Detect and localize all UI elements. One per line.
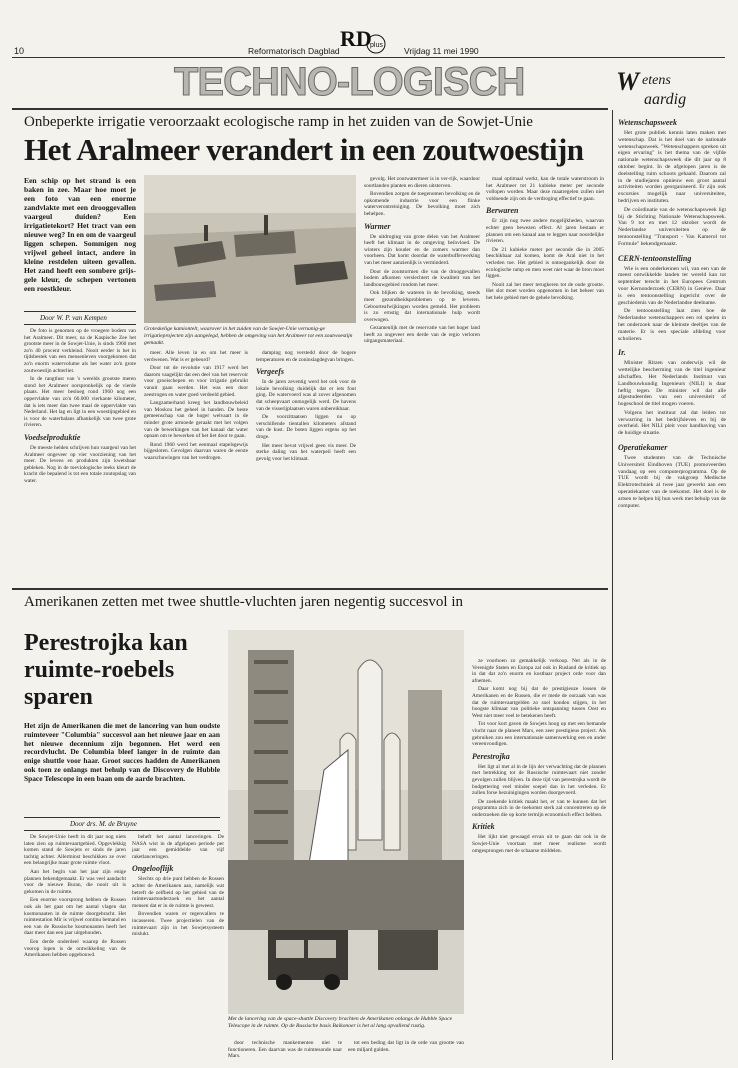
page-number: 10 — [14, 46, 25, 56]
article2-subhead-2: Perestrojka — [472, 751, 510, 761]
svg-text:aardig: aardig — [644, 91, 687, 108]
wetenswaardig-logo — [614, 66, 726, 110]
section-title: TECHNO-LOGISCH — [174, 60, 525, 104]
article1-column-1: De foto is genomen op de vroegere bodem van het Aralmeer. Dit meer, na de Kaspische Zee het grootste meer in de Sowjet-Unie, is sinds 1960 met zo'n 40 procent verkleind. Nooit eerder is het in tijdsbestek van een mensenleven voorgekomen dat zo'n enorm watervolume als het water zo'n grote zoutwoestijn achterliet. In de rangtlust van 's werelds grootste meren stond het Aralmeer oorspronkelijk op de vierde plaats. Het meer besloeg rond 1960 nog een oppervlakte van zo'n 66.000 vierkante kilometer, dat is iets meer dan twee maal de oppervlakte van Nederland. Het lag en ligt in een woestijngebied en is voor de waterbalans afhankelijk van twee grote rivieren. Voedselproduktie De meeste helden schrijven hun vaargeul van het Aralmeer ongeveer op vier voorziening van het meer. De levens en produkten zijn kwetsbaar gebleken. Nog in de toeviologische reeks kleurt de kracht die bepalend is tot een totale zoutopslag van water. — [24, 328, 136, 484]
article1-column-5: maal optimaal werkt, kan de totale waterstroom in het Aralmeer tot 21 kubieke meter per seconde vollopen worden. Maar deze maatregelen zullen niet voldoende zijn om de verdroging effectief te gaan. Berwaren Er zijn nog twee andere mogelijkheden, waarvan echter geen bewezen effect. Al jaren bestaan er plannen om een kanaal aan te leggen naar noordelijke rivieren. De 21 kubieke meter per seconde die in 2005 beschikbaar zal komen, komt de Aral niet in het verleden toe. Het gebied is ontoegankelijk door de ecologische ramp en men weet niet waar de bron moet liggen. Nooit zal het meer terugkeren tot de oude grootte. Het slot moet worden opgenomen in het beheer van het hele gebied met de gehele bevolking. — [486, 176, 604, 301]
svg-text:etens: etens — [642, 73, 671, 88]
svg-text:RD: RD — [340, 26, 372, 51]
aralmeer-photo — [144, 175, 356, 323]
article1-column-4: gevolg. Het zoutwatermeer is in ver-rijk, waardoor soortlanden planten en dieren uitsterven. Bovendien zorgen de toegenomen bevolking en de opkomende industrie voor een flinke waterverontreiniging. De bevolking moet zich behelpen. Warmer De uitdroging van grote delen van het Aralmeer heeft het klimaat in de omgeving beïnvloed. De winters zijn kouder en de zomers warmer dan voorheen. Dat komt doordat de waterbufferwerking van het meer aanzienlijk is verminderd. Door de zoutstormen die van de drooggevallen bodem afkomen verslechtert de kwaliteit van het landbouwgebied rondom het meer. Ook blijken de wateren in de bevolking, steeds meer gezondheidsproblemen op te leveren. Geboorteafwijkingen worden gemeld. Het probleem is zo ernstig dat internationale hulp wordt overwogen. Gezamenlijk met de reservatie van het hoger land heeft zo ongeveer een derde van de regio verloren uitgangsmateriaal. — [364, 176, 480, 345]
article1-caption: Groteskelige kamiontelt, waarover in het zuiden van de Sowjet-Unie vernanig-ge irrigatieprojecten zijn aangelegd, hebben de omgeving van het Aralmeer tot een zoutwoestijn gemaakt. — [144, 326, 353, 346]
article1-column-3: damping nog verstedd door de hogere temperaturen en de zoninslagdegvan bringen. Vergeefs In de jaren zeventig werd het ook voor de lokale bevolking duidelijk dat er iets fout ging. De watervoerd was al zover afgenomen dat scheepvaart onmogelijk werd. De havens van de visserijplaatsen waren onbereikbaar. De voorzittaatsen liggen nu op verschillende tientallen kilometers afstand van de kust. De boten liggen ergens op het droge. Het meer bevat vrijwel geen vis meer. De sterke daling van het waterpeil heeft een gevolg voor het klimaat. — [256, 350, 356, 462]
article2-column-3: door technische mankementen niet te functioneren. Een daarvan was de ruimtesonde naar Mars. — [228, 1040, 342, 1060]
masthead-rule — [12, 57, 725, 58]
article1-kicker: Onbeperkte irrigatie veroorzaakt ecologische ramp in het zuiden van de Sowjet-Unie — [24, 114, 533, 130]
article1-intro: Een schip op het strand is een baken in zee. Maar hoe moet je een foto van een enorme zandvlakte met een drooggevallen vaargeul duiden? Een irrigatietekort? Het tract van een nieuwe weg? In en om de vaargeul liggen schepen. Sommigen nog vrijwel geheel intact, andere in kleine restdelen uiteen gevallen. Het zand heeft een sombere grijs-gele kleur, de schepen vertonen een roestkleur. — [24, 176, 136, 293]
article2-kicker: Amerikanen zetten met twee shuttle-vluchten jaren negentig succesvol in — [24, 594, 464, 610]
article2-column-1: De Sowjet-Unie heeft in dit jaar nog niets laten zien op ruimtevaartgebied. Opgevlekkig komen stand de Sowjets er sinds de jaren tachtig achter. Allerminst beschikken ze over een belangrijke maar grote ruimte vloot. Aan het begin van het jaar zijn enige plannen bekendgemaakt. Er was veel aandacht voor de nieuwe Buran, die nooit uit is gekomen in de ruimte. Een enorme voorsprong hebben de Russen ook als het gaat om het aantal vlagen dat kosmonauten in de ruimte doorgebracht. Het ruimtestation Mir is vrijwel continu bemand en een van de Russische kosmonauten heeft het daar meer dan een jaar uitgehouden. Een derde onderdeel waarop de Russen voorop lopen is de ontwikkeling van de Amerikanen hebben opgebouwd. — [24, 834, 126, 959]
article1-subhead-1: Voedselproduktie — [24, 432, 81, 442]
sidebar-title-2: CERN-tentoonstelling — [618, 253, 692, 263]
article1-byline: Door W. P. van Kempen — [40, 314, 107, 322]
article1-headline: Het Aralmeer verandert in een zoutwoestijn — [24, 132, 584, 167]
article2-headline: Perestrojka kan ruimte-roebels sparen — [24, 630, 188, 710]
svg-text:W: W — [616, 67, 640, 96]
article1-subhead-4: Berwaren — [486, 206, 519, 216]
sidebar: Wetenschapsweek Het grote publiek kennis laten maken met wetenschap. Dat is het doel van de nationale wetenschapsweek. "Wetenschappers spreken uit eigen ervaring" is het thema van de vijfde nationale wetenschapsweek die dit jaar op 8 oktober begint. In de afgelopen jaren is de doelstelling ruim schoots gehaald. Daarom zal in de studiejaren opnieuw een groot aantal activiteiten worden georganiseerd. Er zijn ook excursies mogelijk naar universiteiten, bedrijven en instituten. De coördinatie van de wetenschapsweek ligt bij de Stichting Nationale Wetenschapsweek. Van 9 tot en met 12 oktober wordt de Nederlandse universiteiten op de tentoonstelling "Transport - Van Kamerol tot Formule" bekendgemaakt. CERN-tentoonstelling Wie is een onderkennen wil, van een van de meest ontwikkelde landen ter wereld kan tot september terecht in het Europees Centrum voor Kernonderzoek (CERN) in Genève. Daar is een tentoonstelling ingericht over de geschiedenis van de Nederlandse deelname. De tentoonstelling laat zien hoe de Nederlandse wetenschappers een rol spelen in het onderzoek naar de kleinste deeltjes van de materie. Er is een speciale afdeling voor scholieren. Ir. Minister Ritzen van onderwijs wil de wettelijke bescherming van de titel ingenieur afschaffen. Het Nederlands Instituut van Landbouwkundig Ingenieurs (NILI) is daar heftig tegen. De minister wil dat alle afgestudeerden van een universiteit of hogeschool de titel mogen voeren. Volgens het instituut zal dat leiden tot verwarring in het bedrijfsleven en bij de overheid. Het NILI pleit voor handhaving van de huidige situatie. Operatiekamer Twee studenten van de Technische Universiteit Eindhoven (TUE) promoveerden vandaag op een computerprogramma. Op de TUE wordt bij de vakgroep Medische Elektrotechniek al twee jaar gewerkt aan een operatiekamer van de toekomst. Het doel is de artsen te helpen bij hun werk met behulp van de computer. — [618, 118, 726, 509]
paper-name: Reformatorisch Dagblad — [248, 46, 340, 56]
sidebar-title-4: Operatiekamer — [618, 443, 668, 453]
sidebar-title-3: Ir. — [618, 348, 626, 358]
article2-intro: Het zijn de Amerikanen die met de lancering van hun oudste ruimteveer "Columbia" succesvol aan het nieuwe jaar en aan het nieuwe decennium zijn begonnen. Het werd een recordvlucht. De Columbia bleef langer in de ruimte dan enige shuttle voor haar. Groot succes hadden de Amerikanen ook toen ze onlangs met behulp van de Discovery de Hubble Space Telescope in een baan om de aarde brachten. — [24, 721, 220, 783]
sidebar-title-1: Wetenschapsweek — [618, 118, 677, 127]
article2-byline: Door drs. M. de Bruyne — [70, 820, 137, 828]
svg-text:plus: plus — [370, 42, 383, 49]
rd-plus-logo — [340, 24, 388, 54]
article2-subhead-1: Ongelooflijk — [132, 864, 174, 874]
issue-date: Vrijdag 11 mei 1990 — [404, 46, 479, 56]
article2-column-5: ze voorhoen zo gemakkelijk verkoop. Net als in de Verenigde Staten en Europa zal ook in Rusland de kritiek op in dat dat zo'n enorm en kostbaar project orde voor dan afnemen. Daar komt nog bij dat de prestigieuze lossen de Amerikanen en de Russen, die er mede de oorzaak van was dat de ruimtevaartgelden zo snel konden stijgen, in het hoogste klimaat van politieke ontspanning tussen Oost en West niet meer veel te betekenen heeft. Tot voor kort gaven de Sowjets hoog op met een bemande vlucht naar de planeet Mars, een zeer prestigieus project. Als gebruiken zou een internationale samenwerking een en ander vereenvoudigen. Perestrojka Het ligt al met al in de lijn der verwachting dat de plannen met betrekking tot de Russische ruimtevaart niet zonder gevolgen zullen blijven. In deze tijd van perestrojka wordt de budgettering veel minder soepel dan in het verleden. Er zullen forse bezuinigingen worden doorgevoerd. De zoekende kritiek maakt het, er van te kunnen dat het programma zich in de toekomst sterk zal concentreren op de onderzoeken die op korte termijn economisch effect hebben. Kritiek Het lijkt niet gewaagd ervan uit te gaan dat ook in de Sowjet-Unie voortaan met meer realisme wordt omgesprongen met de schaarse middelen. — [472, 658, 606, 854]
article2-column-4: tot een beding dat ligt in de orde van grootte van een miljard gulden. — [348, 1040, 464, 1053]
article1-column-2: meer. Alle leven in en om het meer is verdwenen. Wat is er gebeurd? Door tot de revolutie van 1917 werd het daarom vaagelijkt dat een deel van het reservoir voor groeischepen en voor irrigatie gebruikt vanuit gaan werden. Het was een door zeestrogen en water goed verdeeld gebied. Langzamerhand kreeg het landbouwbeleid van Moskou het geheel in handen. De beste gemeenschap van de hoger welvaart in de minder grote armoede geraakt met het volgen van de bewerkingen van het kanaal dat water opnam om te bewerken of het liet door te gaan. Rond 1960 werd het eenmaal stapelsgewijs bijgesloten. Gevolgen daarvan waren de eerste waarschuwingen van het verdrogen. — [144, 350, 248, 461]
article1-subhead-3: Warmer — [364, 221, 391, 231]
article2-subhead-3: Kritiek — [472, 822, 495, 832]
section-rule — [12, 108, 608, 110]
article2-column-2: beheft het aantal lanceringen. De NASA wist in de afgelopen periode per jaar een gemiddelde van vijf raketlanceringen. Ongelooflijk Slechts op drie punt hebben de Russen achter de Amerikanen aan, namelijk wat betreft de zelfheid op het gebied van de ruimtevaartonderzoek en het aantal mensen dat er in de ruimte is geweest. Bovendien waren er tegenvallers te incasseren. Twee projectielen van de ruimtevaart zijn in het Sowjetsysteem mislukt. — [132, 834, 224, 938]
shuttle-photo — [228, 630, 464, 1014]
article1-subhead-2: Vergeefs — [256, 367, 284, 377]
article2-caption: Met de lancering van de space-shuttle Discovery brachten de Amerikanen onlangs de Hubble Space Telescope in de ruimte. Op de Russische basis Baikonoer is het al lang opvallend rustig. — [228, 1016, 453, 1029]
